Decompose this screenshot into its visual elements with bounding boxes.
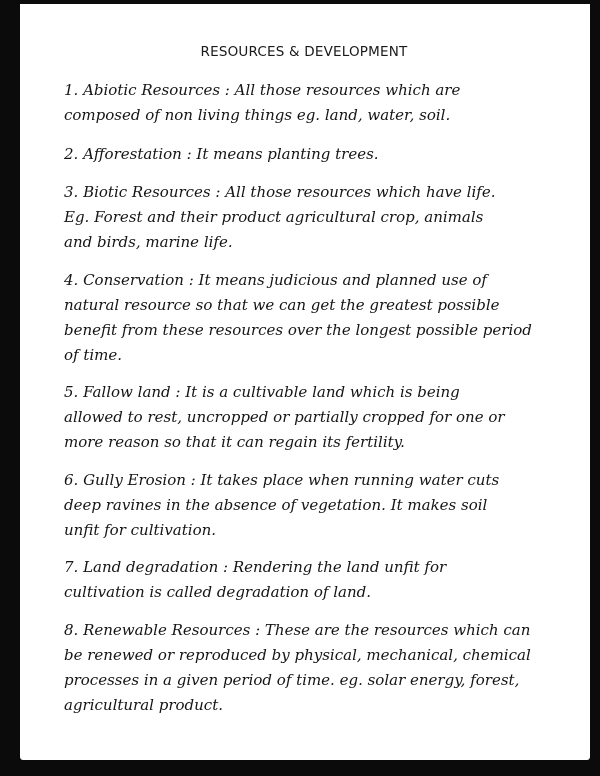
definition-line: of time. [64,346,123,364]
definition-line: processes in a given period of time. eg. solar energy, forest, [64,671,520,689]
definition-line: natural resource so that we can get the greatest possible [64,296,500,314]
definition-line: more reason so that it can regain its fertility. [64,433,405,451]
definition-line: composed of non living things eg. land, water, soil. [64,106,451,124]
definition-line: 8. Renewable Resources : These are the resources which can [64,621,531,639]
definition-line: benefit from these resources over the longest possible period [64,321,532,339]
definition-conservation [64,268,532,368]
definition-line: 5. Fallow land : It is a cultivable land which is being [64,383,460,401]
definition-line: Eg. Forest and their product agricultural crop, animals [64,208,484,226]
definition-line: deep ravines in the absence of vegetation. It makes soil [64,496,488,514]
definition-afforestation [64,142,379,167]
definition-line: 4. Conservation : It means judicious and planned use of [64,271,487,289]
definition-line: allowed to rest, uncropped or partially cropped for one or [64,408,505,426]
definition-line: cultivation is called degradation of land. [64,583,371,601]
definition-land-degradation [64,555,446,605]
definition-line: 6. Gully Erosion : It takes place when running water cuts [64,471,500,489]
page-title: RESOURCES & DEVELOPMENT [200,44,408,60]
definition-line: unfit for cultivation. [64,521,217,539]
definition-line: agricultural product. [64,696,224,714]
definition-abiotic-resources [64,78,460,128]
definition-renewable-resources [64,618,531,718]
definition-fallow-land [64,380,505,455]
definition-line: 7. Land degradation : Rendering the land unfit for [64,558,447,576]
definition-line: 2. Afforestation : It means planting trees. [64,145,379,163]
definition-gully-erosion [64,468,499,543]
definition-biotic-resources [64,180,495,255]
definition-line: 3. Biotic Resources : All those resources which have life. [64,183,496,201]
definition-line: and birds, marine life. [64,233,233,251]
definition-line: 1. Abiotic Resources : All those resources which are [64,81,461,99]
definition-line: be renewed or reproduced by physical, mechanical, chemical [64,646,531,664]
